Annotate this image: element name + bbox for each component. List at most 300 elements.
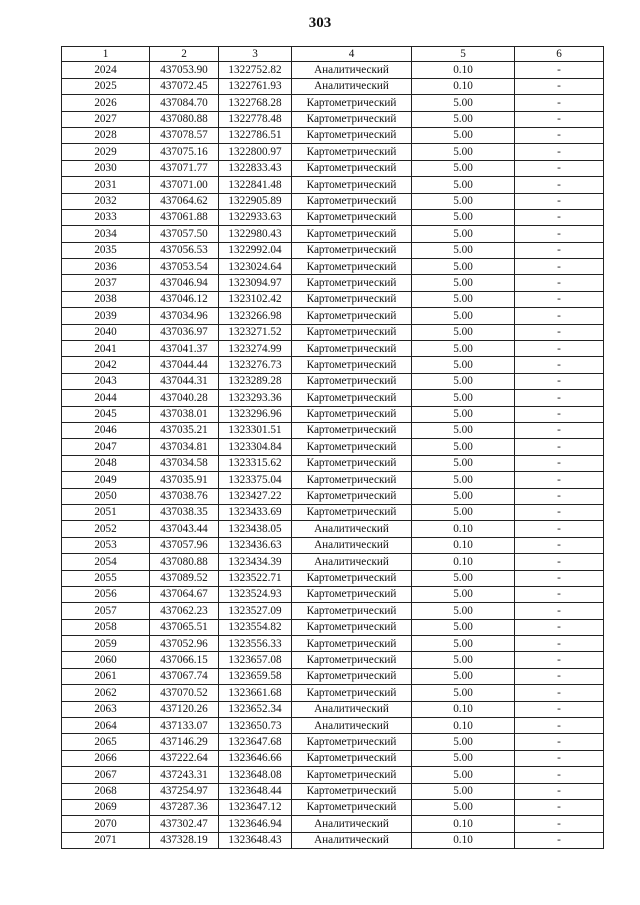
- cell-method: Аналитический: [292, 537, 412, 553]
- cell-description: -: [515, 177, 604, 193]
- cell-description: -: [515, 357, 604, 373]
- cell-x-coordinate: 437043.44: [150, 521, 219, 537]
- table-row: [62, 455, 604, 471]
- cell-y-coordinate: 1322768.28: [219, 95, 292, 111]
- cell-method: Картометрический: [292, 636, 412, 652]
- cell-point-number: 2067: [62, 767, 150, 783]
- cell-accuracy: 5.00: [412, 799, 515, 815]
- cell-y-coordinate: 1323375.04: [219, 472, 292, 488]
- cell-point-number: 2036: [62, 259, 150, 275]
- table-row: [62, 341, 604, 357]
- cell-y-coordinate: 1322786.51: [219, 127, 292, 143]
- cell-point-number: 2037: [62, 275, 150, 291]
- cell-description: -: [515, 259, 604, 275]
- cell-description: -: [515, 78, 604, 94]
- table-row: [62, 62, 604, 78]
- cell-accuracy: 5.00: [412, 226, 515, 242]
- table-header-row: [62, 47, 604, 62]
- column-header-y-coordinate: 3: [219, 47, 292, 62]
- cell-point-number: 2061: [62, 668, 150, 684]
- cell-x-coordinate: 437072.45: [150, 78, 219, 94]
- cell-x-coordinate: 437053.90: [150, 62, 219, 78]
- cell-accuracy: 5.00: [412, 177, 515, 193]
- cell-y-coordinate: 1323522.71: [219, 570, 292, 586]
- cell-x-coordinate: 437044.31: [150, 373, 219, 389]
- cell-y-coordinate: 1323274.99: [219, 341, 292, 357]
- cell-y-coordinate: 1323556.33: [219, 636, 292, 652]
- cell-description: -: [515, 603, 604, 619]
- cell-y-coordinate: 1323094.97: [219, 275, 292, 291]
- cell-description: -: [515, 619, 604, 635]
- cell-y-coordinate: 1323659.58: [219, 668, 292, 684]
- table-row: [62, 750, 604, 766]
- cell-accuracy: 5.00: [412, 767, 515, 783]
- cell-accuracy: 0.10: [412, 816, 515, 832]
- table-row: [62, 177, 604, 193]
- cell-x-coordinate: 437057.96: [150, 537, 219, 553]
- cell-method: Картометрический: [292, 111, 412, 127]
- column-header-x-coordinate: 2: [150, 47, 219, 62]
- cell-accuracy: 5.00: [412, 209, 515, 225]
- table-row: [62, 423, 604, 439]
- cell-x-coordinate: 437057.50: [150, 226, 219, 242]
- cell-description: -: [515, 488, 604, 504]
- cell-x-coordinate: 437056.53: [150, 242, 219, 258]
- table-row: [62, 226, 604, 242]
- cell-y-coordinate: 1322992.04: [219, 242, 292, 258]
- cell-point-number: 2071: [62, 832, 150, 848]
- cell-point-number: 2065: [62, 734, 150, 750]
- cell-method: Картометрический: [292, 668, 412, 684]
- cell-y-coordinate: 1323648.43: [219, 832, 292, 848]
- cell-point-number: 2030: [62, 160, 150, 176]
- cell-y-coordinate: 1323647.68: [219, 734, 292, 750]
- cell-x-coordinate: 437034.81: [150, 439, 219, 455]
- cell-point-number: 2057: [62, 603, 150, 619]
- cell-y-coordinate: 1323289.28: [219, 373, 292, 389]
- cell-x-coordinate: 437038.01: [150, 406, 219, 422]
- column-header-point-number: 1: [62, 47, 150, 62]
- cell-description: -: [515, 636, 604, 652]
- cell-x-coordinate: 437071.77: [150, 160, 219, 176]
- cell-accuracy: 5.00: [412, 127, 515, 143]
- cell-point-number: 2041: [62, 341, 150, 357]
- table-row: [62, 521, 604, 537]
- cell-point-number: 2048: [62, 455, 150, 471]
- cell-point-number: 2034: [62, 226, 150, 242]
- cell-y-coordinate: 1322778.48: [219, 111, 292, 127]
- table-row: [62, 504, 604, 520]
- table-row: [62, 373, 604, 389]
- cell-accuracy: 5.00: [412, 341, 515, 357]
- cell-x-coordinate: 437044.44: [150, 357, 219, 373]
- page-number: 303: [308, 15, 332, 31]
- table-row: [62, 619, 604, 635]
- cell-y-coordinate: 1323271.52: [219, 324, 292, 340]
- cell-method: Картометрический: [292, 324, 412, 340]
- cell-x-coordinate: 437287.36: [150, 799, 219, 815]
- cell-accuracy: 0.10: [412, 554, 515, 570]
- cell-description: -: [515, 472, 604, 488]
- cell-x-coordinate: 437089.52: [150, 570, 219, 586]
- cell-x-coordinate: 437066.15: [150, 652, 219, 668]
- cell-method: Картометрический: [292, 504, 412, 520]
- cell-x-coordinate: 437041.37: [150, 341, 219, 357]
- table-row: [62, 718, 604, 734]
- cell-method: Аналитический: [292, 62, 412, 78]
- cell-accuracy: 5.00: [412, 308, 515, 324]
- cell-description: -: [515, 226, 604, 242]
- cell-accuracy: 5.00: [412, 193, 515, 209]
- cell-description: -: [515, 554, 604, 570]
- cell-description: -: [515, 341, 604, 357]
- cell-method: Картометрический: [292, 390, 412, 406]
- cell-x-coordinate: 437146.29: [150, 734, 219, 750]
- cell-point-number: 2053: [62, 537, 150, 553]
- cell-description: -: [515, 406, 604, 422]
- cell-x-coordinate: 437133.07: [150, 718, 219, 734]
- table-row: [62, 357, 604, 373]
- cell-point-number: 2049: [62, 472, 150, 488]
- cell-accuracy: 5.00: [412, 95, 515, 111]
- cell-accuracy: 5.00: [412, 488, 515, 504]
- cell-accuracy: 0.10: [412, 701, 515, 717]
- cell-method: Картометрический: [292, 472, 412, 488]
- table-row: [62, 832, 604, 848]
- cell-method: Картометрический: [292, 144, 412, 160]
- table-row: [62, 685, 604, 701]
- cell-y-coordinate: 1323647.12: [219, 799, 292, 815]
- cell-point-number: 2068: [62, 783, 150, 799]
- cell-y-coordinate: 1323646.66: [219, 750, 292, 766]
- table-row: [62, 324, 604, 340]
- column-header-accuracy: 5: [412, 47, 515, 62]
- cell-x-coordinate: 437120.26: [150, 701, 219, 717]
- cell-method: Картометрический: [292, 341, 412, 357]
- table-row: [62, 78, 604, 94]
- cell-accuracy: 5.00: [412, 275, 515, 291]
- cell-y-coordinate: 1323648.44: [219, 783, 292, 799]
- cell-method: Картометрический: [292, 177, 412, 193]
- cell-point-number: 2063: [62, 701, 150, 717]
- table-row: [62, 259, 604, 275]
- cell-accuracy: 5.00: [412, 406, 515, 422]
- cell-method: Картометрический: [292, 127, 412, 143]
- cell-method: Картометрический: [292, 570, 412, 586]
- cell-point-number: 2038: [62, 291, 150, 307]
- cell-description: -: [515, 423, 604, 439]
- cell-x-coordinate: 437070.52: [150, 685, 219, 701]
- cell-method: Аналитический: [292, 832, 412, 848]
- cell-y-coordinate: 1323315.62: [219, 455, 292, 471]
- cell-description: -: [515, 455, 604, 471]
- cell-x-coordinate: 437071.00: [150, 177, 219, 193]
- cell-description: -: [515, 127, 604, 143]
- cell-point-number: 2027: [62, 111, 150, 127]
- cell-method: Картометрический: [292, 619, 412, 635]
- cell-accuracy: 5.00: [412, 668, 515, 684]
- table-row: [62, 95, 604, 111]
- cell-accuracy: 5.00: [412, 144, 515, 160]
- cell-accuracy: 0.10: [412, 718, 515, 734]
- cell-description: -: [515, 275, 604, 291]
- cell-method: Картометрический: [292, 308, 412, 324]
- cell-description: -: [515, 767, 604, 783]
- cell-description: -: [515, 144, 604, 160]
- table-row: [62, 111, 604, 127]
- cell-y-coordinate: 1322833.43: [219, 160, 292, 176]
- cell-accuracy: 5.00: [412, 291, 515, 307]
- cell-accuracy: 5.00: [412, 685, 515, 701]
- cell-y-coordinate: 1323304.84: [219, 439, 292, 455]
- table-row: [62, 816, 604, 832]
- table-row: [62, 242, 604, 258]
- cell-description: -: [515, 668, 604, 684]
- cell-x-coordinate: 437075.16: [150, 144, 219, 160]
- cell-point-number: 2070: [62, 816, 150, 832]
- cell-description: -: [515, 570, 604, 586]
- cell-y-coordinate: 1323427.22: [219, 488, 292, 504]
- cell-method: Картометрический: [292, 455, 412, 471]
- cell-x-coordinate: 437064.67: [150, 586, 219, 602]
- cell-description: -: [515, 439, 604, 455]
- cell-x-coordinate: 437061.88: [150, 209, 219, 225]
- cell-accuracy: 5.00: [412, 324, 515, 340]
- cell-description: -: [515, 193, 604, 209]
- table-row: [62, 439, 604, 455]
- cell-method: Картометрический: [292, 226, 412, 242]
- column-header-method: 4: [292, 47, 412, 62]
- cell-method: Аналитический: [292, 816, 412, 832]
- table-row: [62, 554, 604, 570]
- table-row: [62, 472, 604, 488]
- cell-method: Картометрический: [292, 193, 412, 209]
- table-row: [62, 144, 604, 160]
- cell-x-coordinate: 437328.19: [150, 832, 219, 848]
- cell-accuracy: 5.00: [412, 439, 515, 455]
- table-row: [62, 160, 604, 176]
- cell-description: -: [515, 111, 604, 127]
- cell-x-coordinate: 437067.74: [150, 668, 219, 684]
- cell-x-coordinate: 437046.94: [150, 275, 219, 291]
- cell-description: -: [515, 750, 604, 766]
- cell-point-number: 2039: [62, 308, 150, 324]
- cell-point-number: 2069: [62, 799, 150, 815]
- cell-y-coordinate: 1323276.73: [219, 357, 292, 373]
- cell-method: Аналитический: [292, 701, 412, 717]
- cell-x-coordinate: 437040.28: [150, 390, 219, 406]
- cell-y-coordinate: 1323524.93: [219, 586, 292, 602]
- cell-y-coordinate: 1322933.63: [219, 209, 292, 225]
- cell-x-coordinate: 437080.88: [150, 111, 219, 127]
- cell-point-number: 2045: [62, 406, 150, 422]
- cell-y-coordinate: 1323434.39: [219, 554, 292, 570]
- cell-point-number: 2059: [62, 636, 150, 652]
- cell-method: Картометрический: [292, 95, 412, 111]
- cell-point-number: 2031: [62, 177, 150, 193]
- cell-accuracy: 5.00: [412, 242, 515, 258]
- cell-description: -: [515, 390, 604, 406]
- cell-y-coordinate: 1323301.51: [219, 423, 292, 439]
- cell-method: Картометрический: [292, 586, 412, 602]
- coordinates-table: [61, 46, 604, 849]
- cell-y-coordinate: 1323652.34: [219, 701, 292, 717]
- cell-accuracy: 5.00: [412, 504, 515, 520]
- cell-y-coordinate: 1323650.73: [219, 718, 292, 734]
- cell-y-coordinate: 1323527.09: [219, 603, 292, 619]
- cell-method: Картометрический: [292, 603, 412, 619]
- cell-x-coordinate: 437078.57: [150, 127, 219, 143]
- cell-description: -: [515, 373, 604, 389]
- cell-description: -: [515, 685, 604, 701]
- cell-x-coordinate: 437035.21: [150, 423, 219, 439]
- cell-description: -: [515, 586, 604, 602]
- cell-accuracy: 5.00: [412, 472, 515, 488]
- cell-accuracy: 0.10: [412, 537, 515, 553]
- cell-method: Картометрический: [292, 767, 412, 783]
- cell-point-number: 2033: [62, 209, 150, 225]
- cell-point-number: 2047: [62, 439, 150, 455]
- cell-point-number: 2050: [62, 488, 150, 504]
- cell-accuracy: 5.00: [412, 783, 515, 799]
- cell-x-coordinate: 437080.88: [150, 554, 219, 570]
- cell-point-number: 2029: [62, 144, 150, 160]
- table-row: [62, 603, 604, 619]
- cell-method: Картометрический: [292, 799, 412, 815]
- table-row: [62, 390, 604, 406]
- cell-description: -: [515, 652, 604, 668]
- table-row: [62, 570, 604, 586]
- cell-accuracy: 0.10: [412, 62, 515, 78]
- cell-description: -: [515, 62, 604, 78]
- cell-accuracy: 5.00: [412, 373, 515, 389]
- cell-y-coordinate: 1323293.36: [219, 390, 292, 406]
- cell-description: -: [515, 816, 604, 832]
- table-row: [62, 209, 604, 225]
- cell-method: Картометрический: [292, 406, 412, 422]
- cell-x-coordinate: 437302.47: [150, 816, 219, 832]
- cell-y-coordinate: 1323661.68: [219, 685, 292, 701]
- cell-accuracy: 5.00: [412, 455, 515, 471]
- cell-description: -: [515, 95, 604, 111]
- table-row: [62, 291, 604, 307]
- cell-accuracy: 5.00: [412, 570, 515, 586]
- cell-y-coordinate: 1323024.64: [219, 259, 292, 275]
- cell-method: Картометрический: [292, 275, 412, 291]
- cell-point-number: 2066: [62, 750, 150, 766]
- cell-point-number: 2040: [62, 324, 150, 340]
- cell-point-number: 2060: [62, 652, 150, 668]
- cell-y-coordinate: 1322980.43: [219, 226, 292, 242]
- cell-method: Картометрический: [292, 259, 412, 275]
- cell-x-coordinate: 437065.51: [150, 619, 219, 635]
- cell-x-coordinate: 437062.23: [150, 603, 219, 619]
- cell-point-number: 2035: [62, 242, 150, 258]
- cell-y-coordinate: 1323438.05: [219, 521, 292, 537]
- table-body: [62, 47, 604, 849]
- cell-description: -: [515, 783, 604, 799]
- cell-x-coordinate: 437254.97: [150, 783, 219, 799]
- cell-point-number: 2054: [62, 554, 150, 570]
- cell-accuracy: 5.00: [412, 652, 515, 668]
- table-row: [62, 488, 604, 504]
- cell-accuracy: 5.00: [412, 603, 515, 619]
- cell-x-coordinate: 437034.58: [150, 455, 219, 471]
- table-row: [62, 406, 604, 422]
- table-row: [62, 652, 604, 668]
- cell-method: Картометрический: [292, 291, 412, 307]
- cell-x-coordinate: 437064.62: [150, 193, 219, 209]
- table-row: [62, 193, 604, 209]
- cell-point-number: 2058: [62, 619, 150, 635]
- cell-x-coordinate: 437034.96: [150, 308, 219, 324]
- table-row: [62, 308, 604, 324]
- cell-y-coordinate: 1322752.82: [219, 62, 292, 78]
- cell-y-coordinate: 1323648.08: [219, 767, 292, 783]
- table-row: [62, 767, 604, 783]
- cell-method: Картометрический: [292, 750, 412, 766]
- cell-method: Картометрический: [292, 783, 412, 799]
- cell-description: -: [515, 537, 604, 553]
- cell-method: Картометрический: [292, 652, 412, 668]
- cell-accuracy: 5.00: [412, 357, 515, 373]
- table-row: [62, 636, 604, 652]
- cell-method: Аналитический: [292, 718, 412, 734]
- cell-y-coordinate: 1323646.94: [219, 816, 292, 832]
- cell-method: Картометрический: [292, 488, 412, 504]
- cell-accuracy: 0.10: [412, 832, 515, 848]
- cell-accuracy: 5.00: [412, 390, 515, 406]
- cell-x-coordinate: 437046.12: [150, 291, 219, 307]
- cell-accuracy: 5.00: [412, 423, 515, 439]
- cell-method: Картометрический: [292, 373, 412, 389]
- cell-method: Картометрический: [292, 685, 412, 701]
- cell-y-coordinate: 1322841.48: [219, 177, 292, 193]
- cell-accuracy: 5.00: [412, 259, 515, 275]
- cell-point-number: 2062: [62, 685, 150, 701]
- cell-description: -: [515, 734, 604, 750]
- cell-description: -: [515, 209, 604, 225]
- cell-accuracy: 0.10: [412, 521, 515, 537]
- cell-y-coordinate: 1323436.63: [219, 537, 292, 553]
- cell-x-coordinate: 437243.31: [150, 767, 219, 783]
- table-row: [62, 734, 604, 750]
- cell-point-number: 2025: [62, 78, 150, 94]
- table-row: [62, 127, 604, 143]
- cell-method: Аналитический: [292, 554, 412, 570]
- cell-x-coordinate: 437222.64: [150, 750, 219, 766]
- cell-method: Картометрический: [292, 423, 412, 439]
- column-header-description: 6: [515, 47, 604, 62]
- cell-accuracy: 5.00: [412, 586, 515, 602]
- cell-method: Картометрический: [292, 439, 412, 455]
- cell-method: Картометрический: [292, 734, 412, 750]
- cell-point-number: 2051: [62, 504, 150, 520]
- cell-description: -: [515, 324, 604, 340]
- cell-method: Картометрический: [292, 160, 412, 176]
- cell-description: -: [515, 701, 604, 717]
- cell-accuracy: 5.00: [412, 619, 515, 635]
- cell-description: -: [515, 308, 604, 324]
- cell-description: -: [515, 521, 604, 537]
- cell-accuracy: 5.00: [412, 734, 515, 750]
- cell-y-coordinate: 1322761.93: [219, 78, 292, 94]
- cell-x-coordinate: 437038.35: [150, 504, 219, 520]
- cell-point-number: 2026: [62, 95, 150, 111]
- table-row: [62, 783, 604, 799]
- cell-point-number: 2055: [62, 570, 150, 586]
- cell-point-number: 2032: [62, 193, 150, 209]
